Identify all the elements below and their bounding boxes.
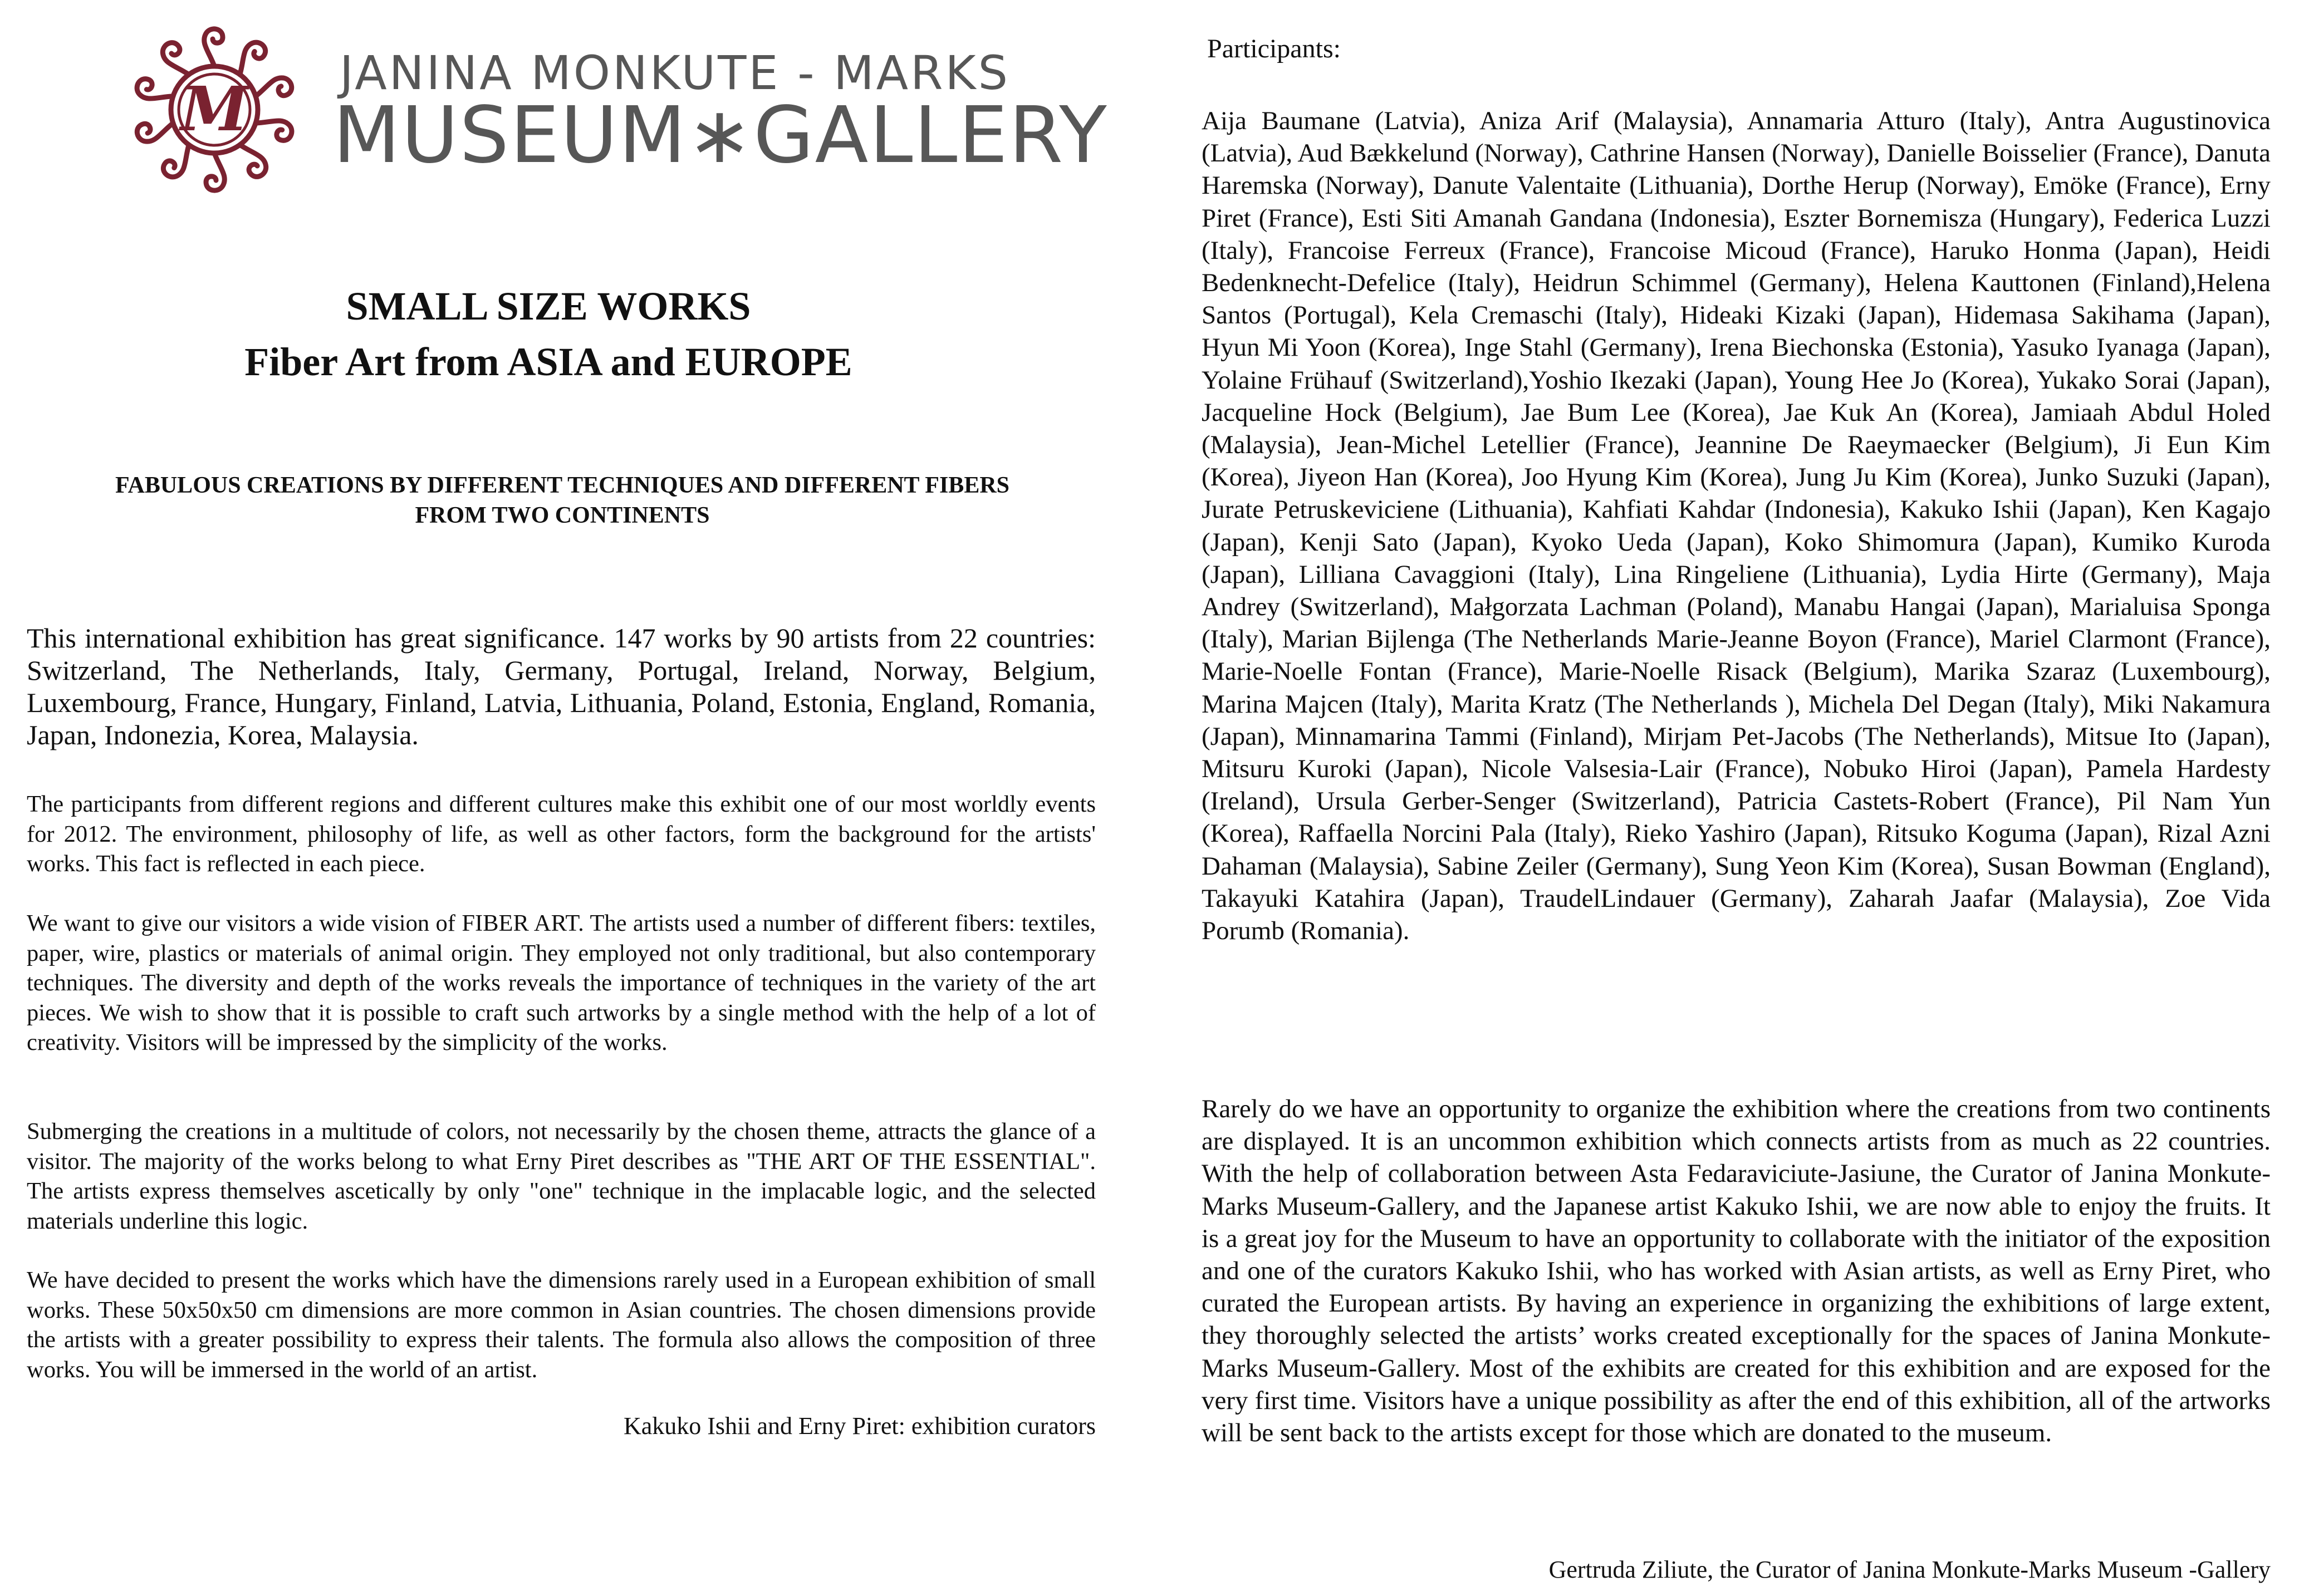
spiral-medallion-icon (117, 12, 312, 207)
museum-curator-signature: Gertruda Ziliute, the Curator of Janina Monkute-Marks Museum -Gallery (1548, 1556, 2271, 1583)
colors-essential-paragraph: Submerging the creations in a multitude of colors, not necessarily by the chosen theme, attracts the glance of a visitor. The majority of the works belong to what Erny Piret describes as "THE ART OF THE ESSENTIAL". The artists express themselves ascetically by only "one" technique in the implacable logic, and the selected materials underline this logic. (27, 1118, 1096, 1234)
logo-museum-gallery-line: MUSEUM∗GALLERY (333, 90, 1108, 181)
museum-closing-paragraph: Rarely do we have an opportunity to organize the exhibition where the creations from two continents are displayed. It is an uncommon exhibition which connects artists from as much as 22 countries. With the help of collaboration between Asta Fedaraviciute-Jasiune, the Curator of Janina Monkute-Marks Museum-Gallery, and the Japanese artist Kakuko Ishii, we are now able to enjoy the fruits. It is a great joy for the Museum to have an opportunity to collaborate with the initiator of the exposition and one of the curators Kakuko Ishii, who has worked with Asian artists, as well as Erny Piret, who curated the European artists. By having an experience in organizing the exhibitions of large extent, they thoroughly selected the artists’ works created exceptionally for the spaces of Janina Monkute-Marks Museum-Gallery. Most of the exhibits are created for this exhibition and are exposed for the very first time. Visitors have a unique possibility as after the end of this exhibition, all of the artworks will be sent back to the artists except for those which are donated to the museum. (1202, 1094, 2271, 1448)
intro-paragraph: This international exhibition has great significance. 147 works by 90 artists from 22 countries: Switzerland, The Netherlands, Italy, Germany, Portugal, Ireland, Norway, Belgium, Luxembourg, France, Hungary, Finland, Latvia, Lithuania, Poland, Estonia, England, Romania, Japan, Indonezia, Korea, Malaysia. (27, 622, 1096, 750)
exhibition-subtitle (33, 470, 1091, 531)
exhibition-title (0, 278, 1097, 390)
logo-name-line: JANINA MONKUTE - MARKS (340, 46, 1010, 100)
participants-list: Aija Baumane (Latvia), Aniza Arif (Malaysia), Annamaria Atturo (Italy), Antra Augustinovica (Latvia), Aud Bækkelund (Norway), Cathrine Hansen (Norway), Danielle Boisselier (France), Danuta Haremska (Norway), Danute Valentaite (Lithuania), Dorthe Herup (Norway), Emöke (France), Erny Piret (France), Esti Siti Amanah Gandana (Indonesia), Eszter Bornemisza (Hungary), Federica Luzzi (Italy), Francoise Ferreux (France), Francoise Micoud (France), Haruko Honma (Japan), Heidi Bedenknecht-Defelice (Italy), Heidrun Schimmel (Germany), Helena Kauttonen (Finland),Helena Santos (Portugal), Kela Cremaschi (Italy), Hideaki Kizaki (Japan), Hidemasa Sakihama (Japan), Hyun Mi Yoon (Korea), Inge Stahl (Germany), Irena Biechonska (Estonia), Yasuko Iyanaga (Japan), Yolaine Frühauf (Switzerland),Yoshio Ikezaki (Japan), Young Hee Jo (Korea), Yukako Sorai (Japan), Jacqueline Hock (Belgium), Jae Bum Lee (Korea), Jae Kuk An (Korea), Jamiaah Abdul Holed (Malaysia), Jean-Michel Letellier (France), Jeannine De Raeymaecker (Belgium), Ji Eun Kim (Korea), Jiyeon Han (Korea), Joo Hyung Kim (Korea), Jung Ju Kim (Korea), Junko Suzuki (Japan), Jurate Petruskeviciene (Lithuania), Kahfiati Kahdar (Indonesia), Kakuko Ishii (Japan), Ken Kagajo (Japan), Kenji Sato (Japan), Kyoko Ueda (Japan), Koko Shimomura (Japan), Kumiko Kuroda (Japan), Lilliana Cavaggioni (Italy), Lina Ringeliene (Lithuania), Lydia Hirte (Germany), Maja Andrey (Switzerland), Małgorzata Lachman (Poland), Manabu Hangai (Japan), Marialuisa Sponga (Italy), Marian Bijlenga (The Netherlands Marie-Jeanne Boyon (France), Mariel Clarmont (France), Marie-Noelle Fontan (France), Marie-Noelle Risack (Belgium), Marika Szaraz (Luxembourg), Marina Majcen (Italy), Marita Kratz (The Netherlands ), Michela Del Degan (Italy), Miki Nakamura (Japan), Minnamarina Tammi (Finland), Mirjam Pet-Jacobs (The Netherlands), Mitsue Ito (Japan), Mitsuru Kuroki (Japan), Nicole Valsesia-Lair (France), Nobuko Hiroi (Japan), Pamela Hardesty (Ireland), Ursula Gerber-Senger (Switzerland), Patricia Castets-Robert (France), Pil Nam Yun (Korea), Raffaella Norcini Pala (Italy), Rieko Yashiro (Japan), Ritsuko Koguma (Japan), Rizal Azni Dahaman (Malaysia), Sabine Zeiler (Germany), Sung Yeon Kim (Korea), Susan Bowman (England), Takayuki Katahira (Japan), TraudelLindauer (Germany), Zaharah Jaafar (Malaysia), Zoe Vida Porumb (Romania). (1202, 106, 2271, 946)
subtitle-line-1: FABULOUS CREATIONS BY DIFFERENT TECHNIQUES AND DIFFERENT FIBERS (115, 473, 1010, 498)
participants-regions-paragraph: The participants from different regions and different cultures make this exhibit one of our most worldly events for 2012. The environment, philosophy of life, as well as other factors, form the background for the artists' works. This fact is reflected in each piece. (27, 791, 1096, 877)
title-line-1: SMALL SIZE WORKS (346, 284, 751, 328)
curators-signature: Kakuko Ishii and Erny Piret: exhibition curators (623, 1412, 1096, 1440)
emblem-letter: M (180, 73, 248, 145)
museum-logo (117, 12, 1108, 207)
subtitle-line-2: FROM TWO CONTINENTS (415, 503, 710, 528)
dimensions-paragraph: We have decided to present the works which have the dimensions rarely used in a European exhibition of small works. These 50x50x50 cm dimensions are more common in Asian countries. The chosen dimensions provide the artists with a greater possibility to express their talents. The formula also allows the composition of three works. You will be immersed in the world of an artist. (27, 1267, 1096, 1383)
participants-heading: Participants: (1207, 34, 1341, 63)
title-line-2: Fiber Art from ASIA and EUROPE (244, 340, 852, 384)
fiber-art-vision-paragraph: We want to give our visitors a wide vision of FIBER ART. The artists used a number of different fibers: textiles, paper, wire, plastics or materials of animal origin. They employed not only traditional, but also contemporary techniques. The diversity and depth of the works reveals the importance of techniques in the variety of the art pieces. We wish to show that it is possible to craft such artworks by a single method with the help of a lot of creativity. Visitors will be impressed by the simplicity of the works. (27, 910, 1096, 1055)
